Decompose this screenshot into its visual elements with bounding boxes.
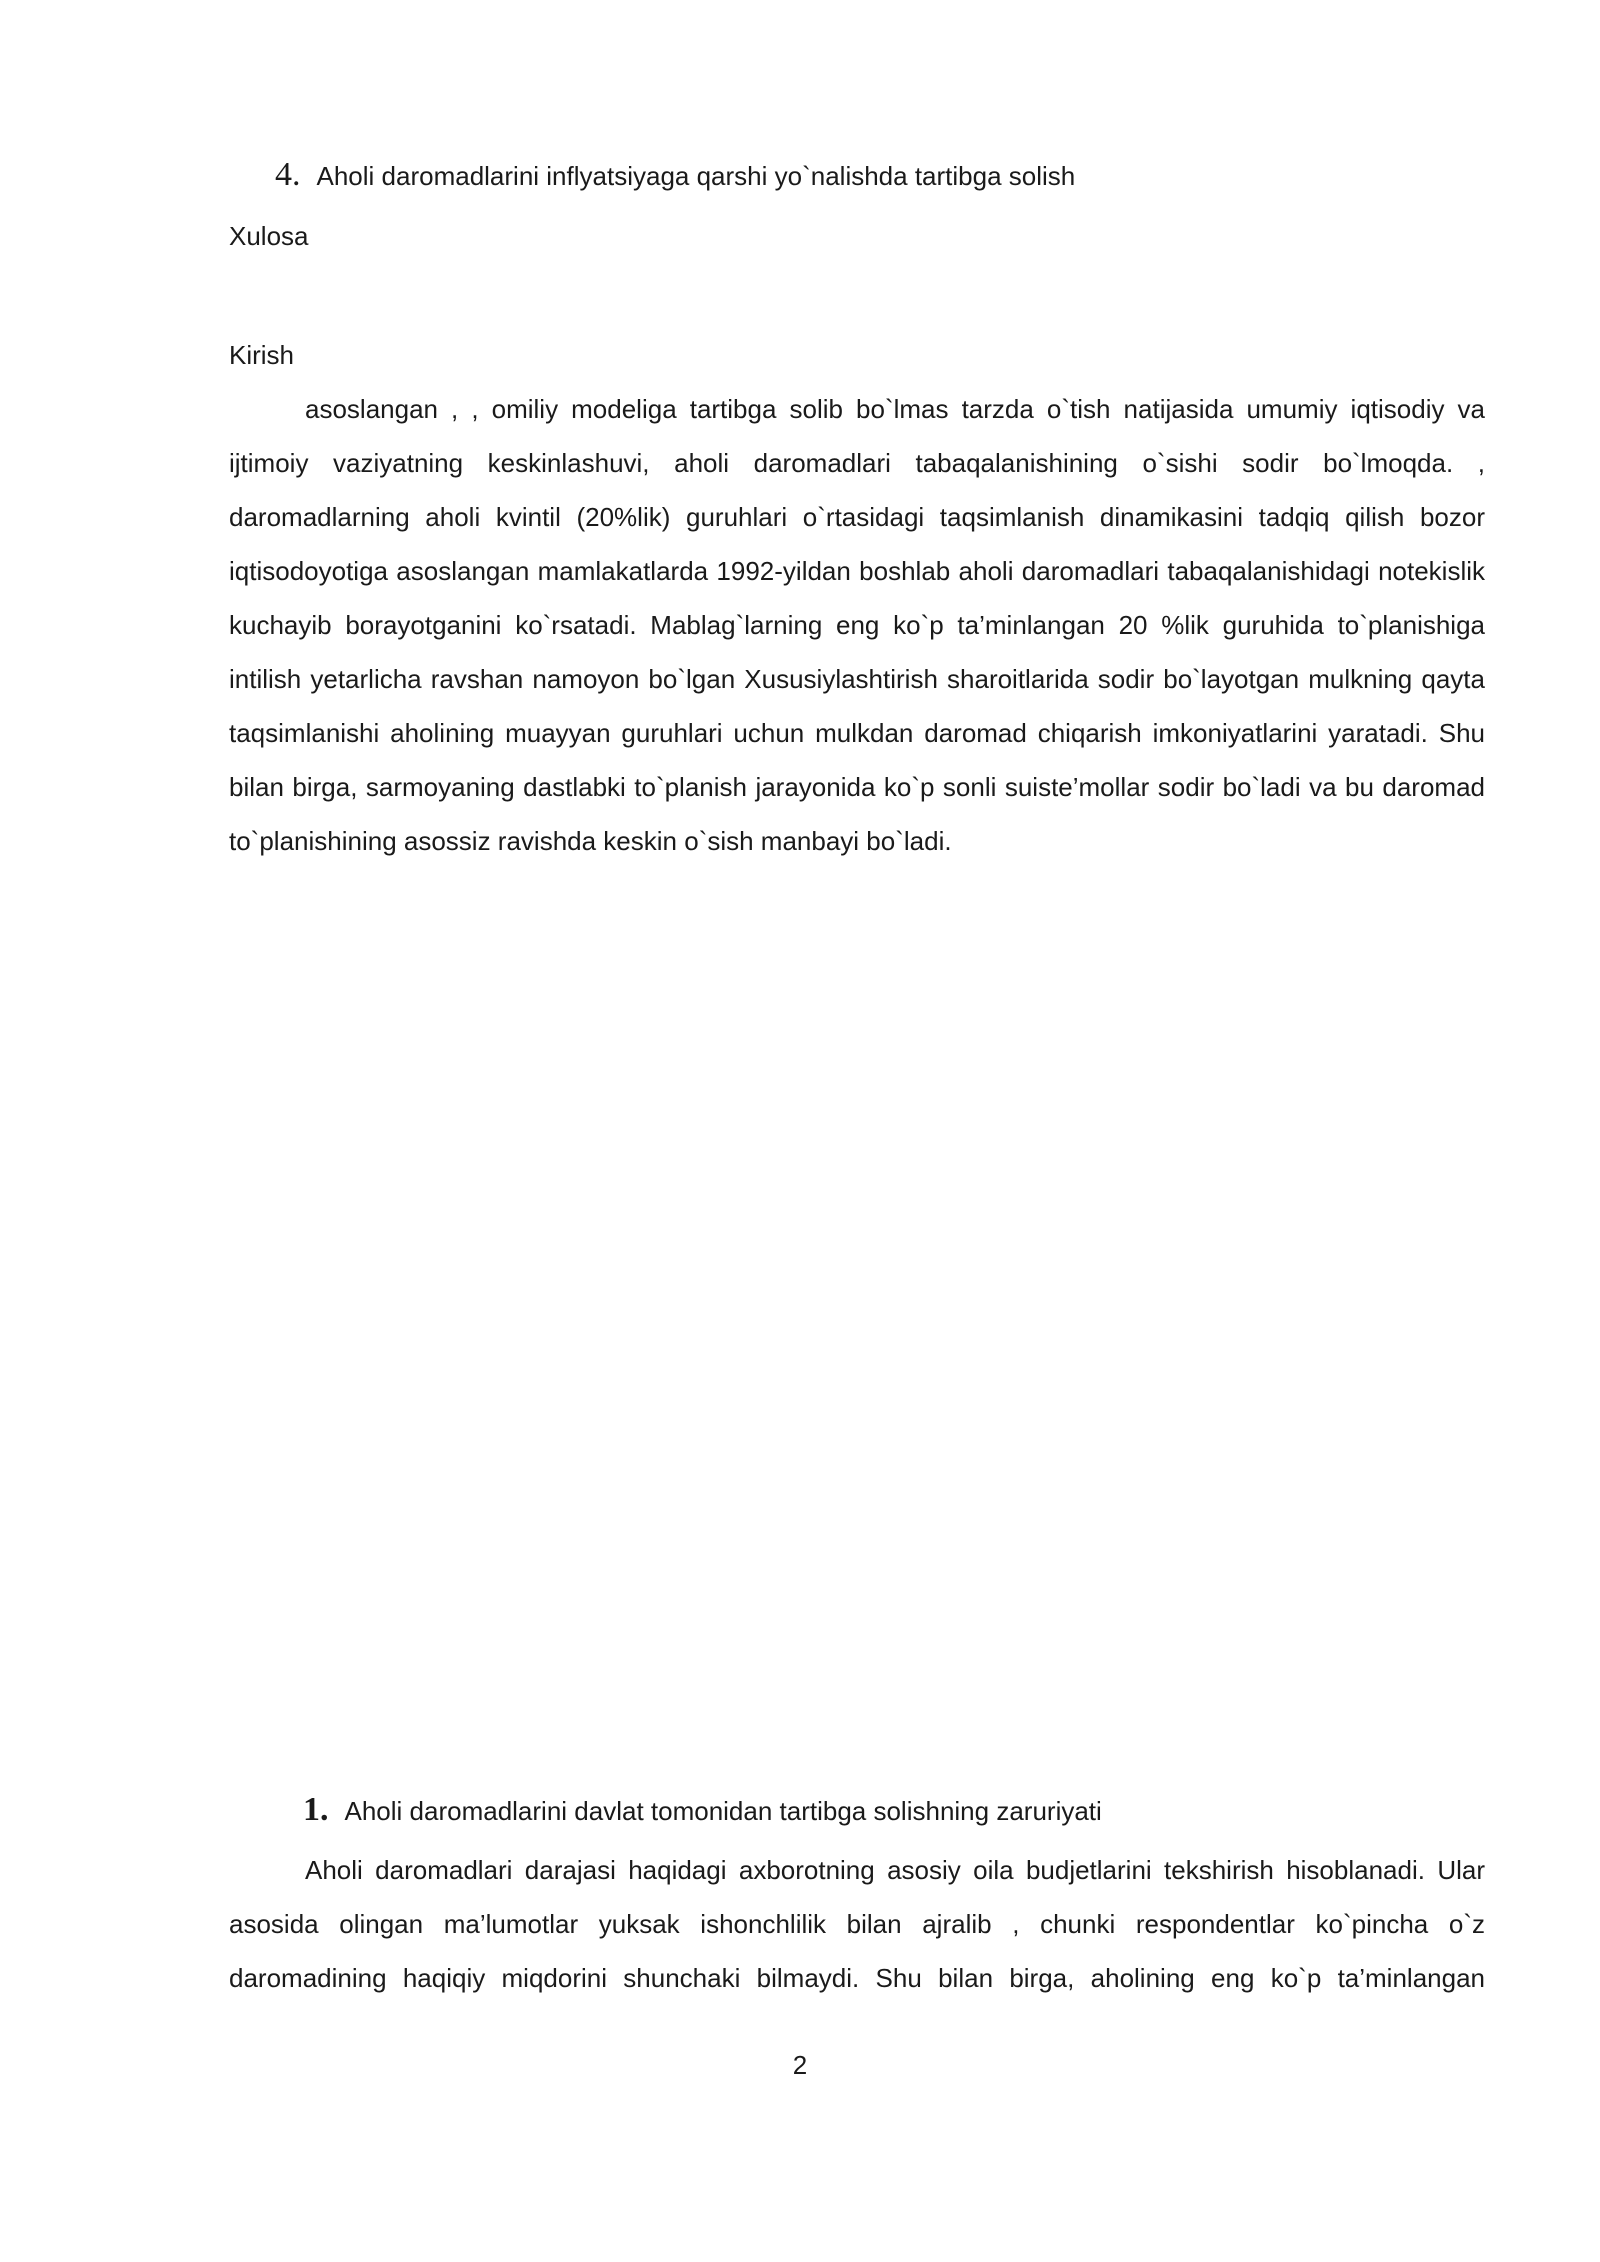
toc-item-4 xyxy=(275,158,1531,193)
toc-item-4-title: Aholi daromadlarini inflyatsiyaga qarshi yo`nalishda tartibga solish xyxy=(316,161,1076,191)
section-1-heading xyxy=(303,1793,1559,1828)
intro-body xyxy=(229,382,1485,868)
toc-conclusion: Xulosa xyxy=(229,221,309,251)
toc-item-4-number: 4. xyxy=(275,156,301,193)
section-1-body xyxy=(229,1843,1485,2005)
intro-paragraph: asoslangan , , omiliy modeliga tartibga solib bo`lmas tarzda o`tish natijasida umumiy iqtisodiy va ijtimoiy vaziyatning keskinlashuvi, aholi daromadlari tabaqalanishining o`sishi sodir bo`lmoqda. , daromadlarning aholi kvintil (20%lik) guruhlari o`rtasidagi taqsimlanish dinamikasini tadqiq qilish bozor iqtisodoyotiga asoslangan mamlakatlarda 1992-yildan boshlab aholi daromadlari tabaqalanishidagi notekislik kuchayib borayotganini ko`rsatadi. Mablag`larning eng ko`p ta’minlangan 20 %lik guruhida to`planishiga intilish yetarlicha ravshan namoyon bo`lgan Xususiylashtirish sharoitlarida sodir bo`layotgan mulkning qayta taqsimlanishi aholining muayyan guruhlari uchun mulkdan daromad chiqarish imkoniyatlarini yaratadi. Shu bilan birga, sarmoyaning dastlabki to`planish jarayonida ko`p sonli suiste’mollar sodir bo`ladi va bu daromad to`planishining asossiz ravishda keskin o`sish manbayi bo`ladi. xyxy=(229,394,1485,856)
section-1-title: Aholi daromadlarini davlat tomonidan tartibga solishning zaruriyati xyxy=(344,1796,1102,1826)
page-number: 2 xyxy=(792,2050,808,2080)
section-1-paragraph: Aholi daromadlari darajasi haqidagi axborotning asosiy oila budjetlarini tekshirish hisoblanadi. Ular asosida olingan ma’lumotlar yuksak ishonchlilik bilan ajralib , chunki respondentlar ko`pincha o`z daromadining haqiqiy miqdorini shunchaki bilmaydi. Shu bilan birga, aholining eng ko`p ta’minlangan xyxy=(229,1855,1485,1993)
intro-heading: Kirish xyxy=(229,340,295,370)
section-1-number: 1. xyxy=(303,1791,329,1828)
